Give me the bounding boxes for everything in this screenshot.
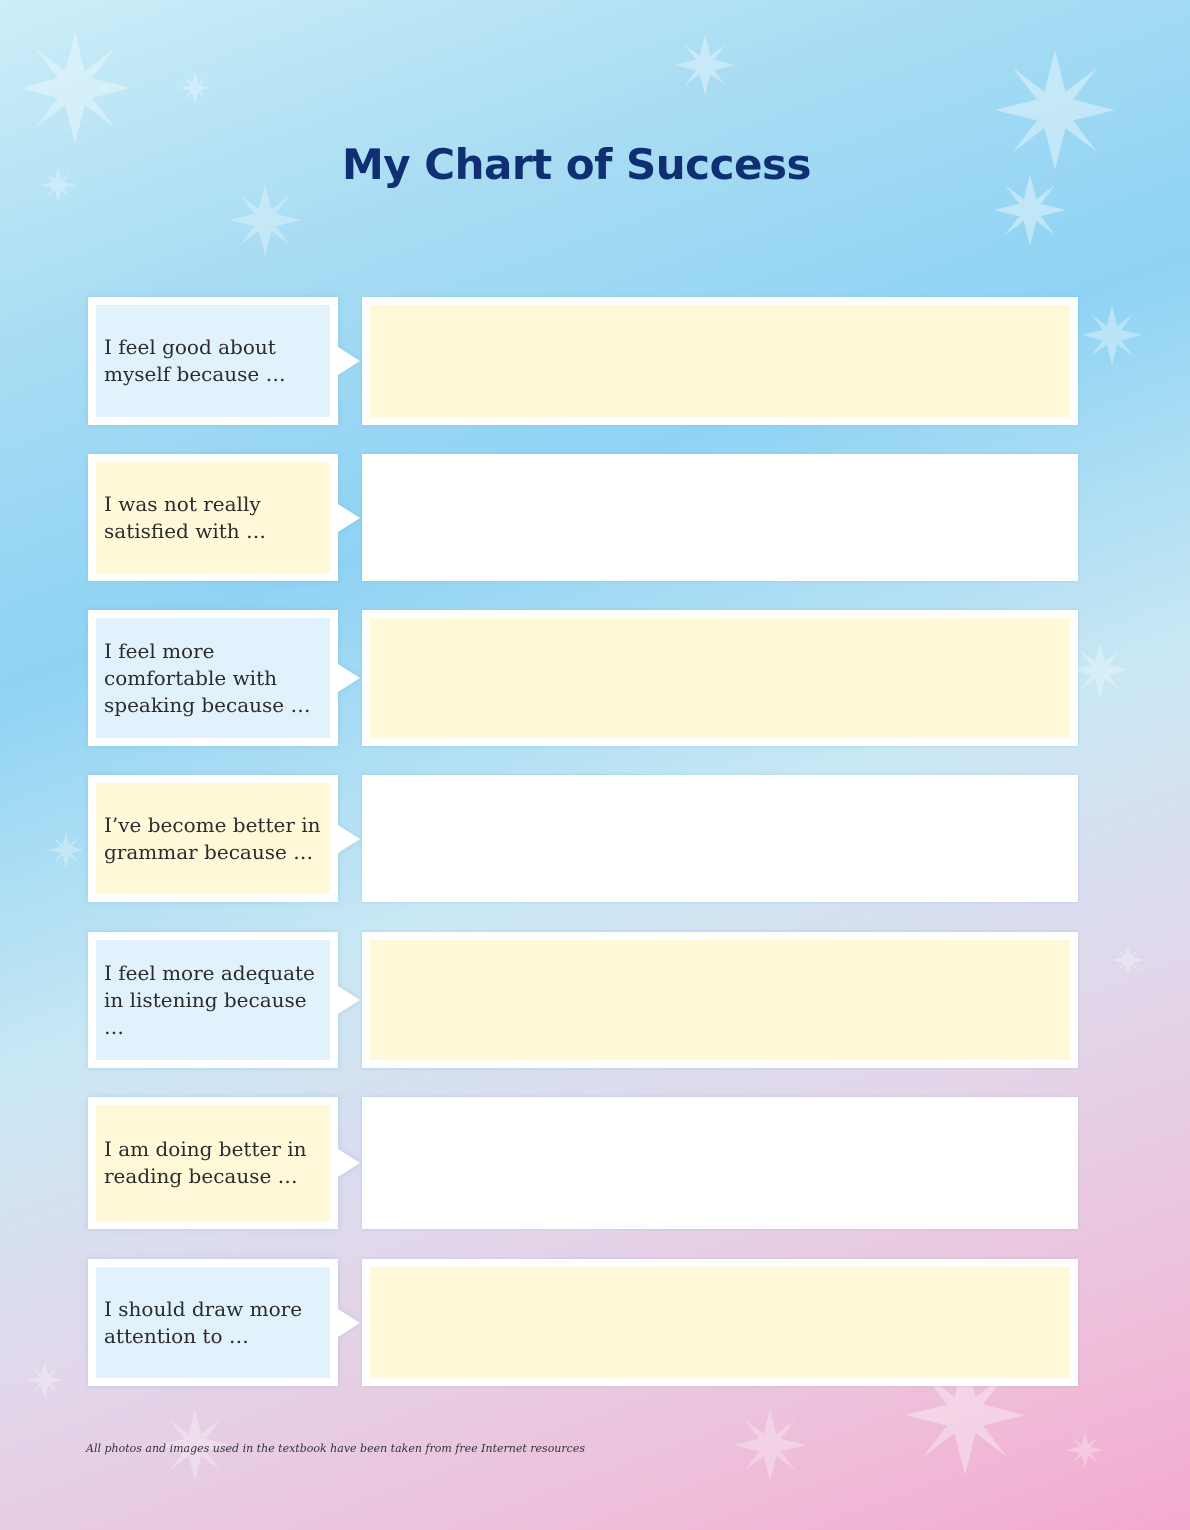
prompt-box — [88, 454, 338, 581]
footer-note: All photos and images used in the textbook have been taken from free Internet resources — [86, 1442, 585, 1455]
page-title: My Chart of Success — [342, 140, 811, 189]
snowflake-icon — [48, 832, 84, 868]
snowflake-icon — [229, 184, 301, 256]
chart-row — [88, 297, 1078, 425]
prompt-text: I should draw more attention to … — [96, 1267, 330, 1378]
snowflake-icon — [675, 35, 735, 95]
prompt-text: I feel more comfortable with speaking because … — [96, 618, 330, 738]
answer-box[interactable] — [362, 1259, 1078, 1386]
chart-row — [88, 454, 1078, 581]
prompt-text: I feel good about myself because … — [96, 305, 330, 417]
answer-box[interactable] — [362, 454, 1078, 581]
answer-box[interactable] — [362, 932, 1078, 1068]
chart-row — [88, 610, 1078, 746]
prompt-box — [88, 775, 338, 902]
prompt-box — [88, 610, 338, 746]
prompt-box — [88, 297, 338, 425]
answer-box[interactable] — [362, 1097, 1078, 1229]
chart-row — [88, 1097, 1078, 1229]
prompt-text: I am doing better in reading because … — [96, 1105, 330, 1221]
prompt-text: I feel more adequate in listening because … — [96, 940, 330, 1060]
snowflake-icon — [27, 1362, 63, 1398]
snowflake-icon — [1112, 944, 1144, 976]
prompt-box — [88, 1097, 338, 1229]
chart-row — [88, 932, 1078, 1068]
answer-box[interactable] — [362, 610, 1078, 746]
prompt-text: I’ve become better in grammar because … — [96, 783, 330, 894]
chart-row — [88, 775, 1078, 902]
prompt-text: I was not really satisfied with … — [96, 462, 330, 573]
snowflake-icon — [1067, 1432, 1103, 1468]
snowflake-icon — [734, 1409, 806, 1481]
snowflake-icon — [1072, 642, 1128, 698]
answer-box[interactable] — [362, 297, 1078, 425]
prompt-box — [88, 932, 338, 1068]
snowflake-icon — [19, 32, 131, 144]
answer-box[interactable] — [362, 775, 1078, 902]
snowflake-icon — [1082, 305, 1142, 365]
snowflake-icon — [179, 72, 211, 104]
chart-row — [88, 1259, 1078, 1386]
prompt-box — [88, 1259, 338, 1386]
